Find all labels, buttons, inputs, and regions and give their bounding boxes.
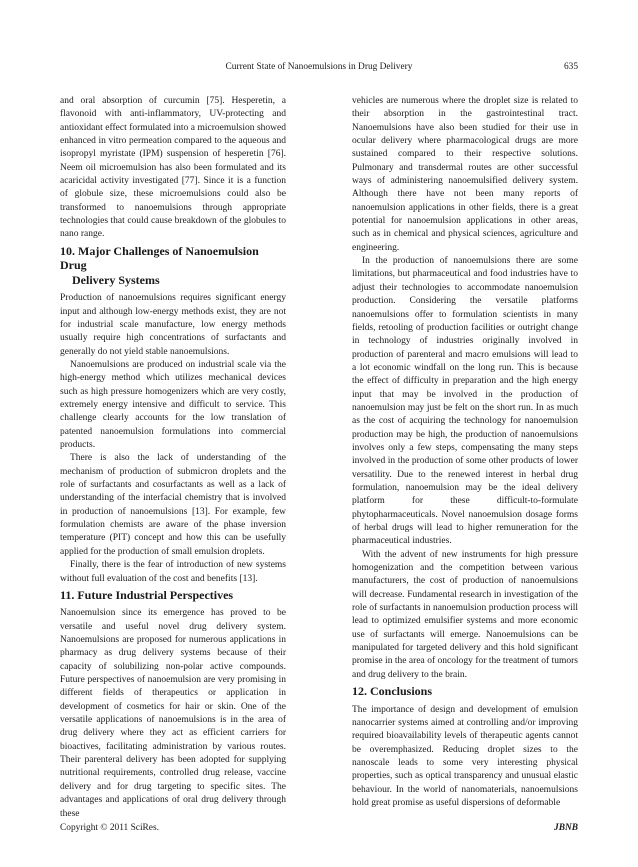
paragraph: There is also the lack of understanding of the mechanism of production of submicron droplets and the role of surfactants and cosurfactants as well as a lack of understanding of the interfacial chemistry that is involved in production of nanoemulsions [13]. For example, few formulation chemists are aware of the phase inversion temperature (PIT) concept and how this can be usefully applied for the production of small emulsion droplets. (60, 453, 286, 557)
heading-line: 10. Major Challenges of Nanoemulsion Drug (60, 243, 259, 273)
running-title: Current State of Nanoemulsions in Drug Delivery (225, 62, 413, 72)
page-footer (60, 823, 578, 837)
paragraph: vehicles are numerous where the droplet size is related to their absorption in the gastrointestinal tract. Nanoemulsions have also been studied for their use in ocular delivery where pharmacological drugs are more sustained compared to their respective solutions. Pulmonary and transdermal routes are other successful ways of administering nanoemulsified delivery system. Although there have not been many reports of nanoemulsion applications in other fields, there is a great potential for nanoemulsion applications in other areas, such as in chemical and physical sciences, agriculture and engineering. (352, 96, 578, 253)
page-header (60, 62, 578, 76)
paragraph: Nanoemulsion since its emergence has proved to be versatile and useful novel drug delivery system. Nanoemulsions are proposed for numerous applications in pharmacy as drug delivery systems because of their capacity of solubilizing non-polar active compounds. Future perspectives of nanoemulsion are very promising in different fields of therapeutics or application in development of cosmetics for hair or skin. One of the versatile applications of nanoemulsions is in the area of drug delivery where they act as efficient carriers for bioactives, facilitating administration by various routes. Their parenteral delivery has been adopted for supplying nutritional requirements, controlled drug release, vaccine delivery and for drug targeting to specific sites. The advantages and applications of oral drug delivery through these (60, 608, 286, 819)
page-number: 635 (563, 62, 578, 72)
paragraph: With the advent of new instruments for high pressure homogenization and the competition between various manufacturers, the cost of production of nanoemulsions will decrease. Fundamental research in investigation of the role of surfactants in nanoemulsion production process will lead to optimized emulsifier systems and more economic use of surfactants will emerge. Nanoemulsions can be manipulated for targeted delivery and this hold significant promise in the area of oncology for the treatment of tumors and drug delivery to the brain. (352, 549, 578, 680)
left-column (60, 95, 286, 821)
section-heading-10 (60, 244, 286, 288)
paragraph: Finally, there is the fear of introduction of new systems without full evaluation of the cost and benefits [13]. (60, 560, 286, 584)
journal-abbreviation: JBNB (554, 823, 578, 833)
paragraph: Nanoemulsions are produced on industrial scale via the high-energy method which utilizes mechanical devices such as high pressure homogenizers which are very costly, extremely energy intensive and difficult to service. This challenge clearly accounts for the low translation of patented nanoemulsion formulations into commercial products. (60, 360, 286, 451)
paragraph: and oral absorption of curcumin [75]. Hesperetin, a flavonoid with anti-inflammatory, UV-protecting and antioxidant effect formulated into a microemulsion showed enhanced in vitro permeation compared to the aqueous and isopropyl myristate (IPM) suspension of hesperetin [76]. Neem oil microemulsion has also been formulated and its acaricidal activity investigated [77]. Since it is a function of globule size, these microemulsions could also be transformed to nanoemulsions through appropriate technologies that could cause breakdown of the globules to nano range. (60, 96, 286, 240)
paragraph: Production of nanoemulsions requires significant energy input and although low-energy methods exist, they are not for industrial scale manufacture, low energy methods usually require high concentrations of surfactants and generally do not yield stable nanoemulsions. (60, 293, 286, 357)
right-column (352, 95, 578, 810)
copyright-notice: Copyright © 2011 SciRes. (60, 823, 159, 833)
section-heading-11: 11. Future Industrial Perspectives (60, 587, 234, 602)
paragraph: In the production of nanoemulsions there are some limitations, but pharmaceutical and food industries have to adjust their technologies to accommodate nanoemulsion production. Considering the versatile platforms nanoemulsions offer to formulation scientists in many fields, retooling of production facilities or outright change in technology of industries originally involved in production of parenteral and macro emulsions will lead to a lot economic windfall on the long run. This is because the effect of difficulty in preparation and the high energy input that may be involved in the production of nanoemulsion may just be felt on the short run. In as much as the cost of acquiring the technology for nanoemulsion production may be high, the production of nanoemulsions involves only a few steps, compensating the many steps involved in the production of some other products of lower versatility. Due to the renewed interest in herbal drug formulation, nanoemulsion may be the ideal delivery platform for these difficult-to-formulate phytopharmaceuticals. Novel nanoemulsion dosage forms of herbal drugs will lead to higher remuneration for the pharmaceutical industries. (352, 256, 578, 547)
paragraph: The importance of design and development of emulsion nanocarrier systems aimed at controlling and/or improving required bioavailability levels of therapeutic agents cannot be overemphasized. Reducing droplet sizes to the nanoscale leads to some very interesting physical properties, such as optical transparency and unusual elastic behaviour. In the world of nanomaterials, nanoemulsions hold great promise as useful dispersions of deformable (352, 704, 578, 809)
heading-line: Delivery Systems (72, 272, 160, 287)
section-heading-12: 12. Conclusions (352, 684, 433, 699)
